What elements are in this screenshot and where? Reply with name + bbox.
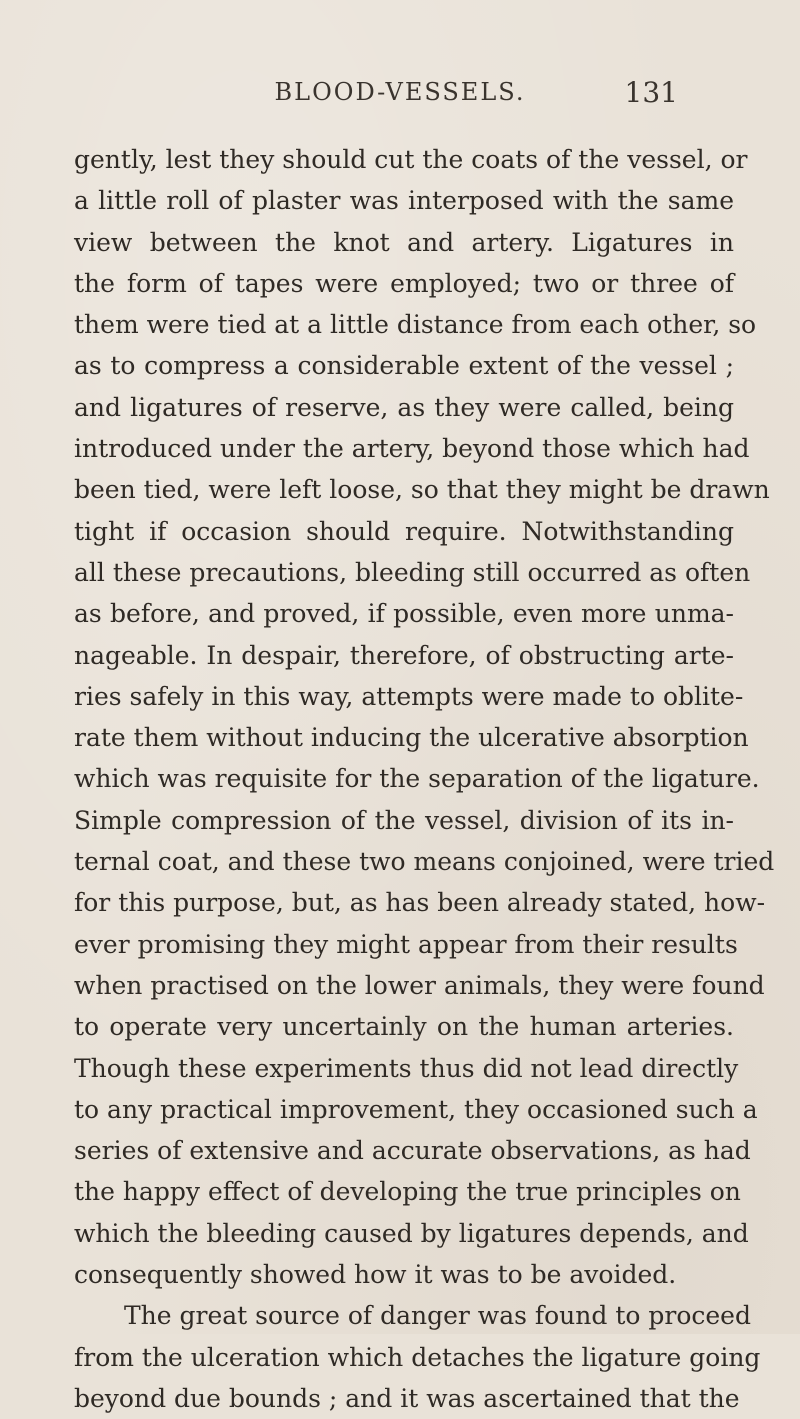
text-line: tight if occasion should require. Notwithstanding [74,516,734,546]
text-line: consequently showed how it was to be avoided. [74,1260,677,1290]
body-text [74,139,775,1419]
text-line: a little roll of plaster was interposed with the same [74,186,734,216]
running-title: BLOOD-VESSELS. [274,78,526,106]
text-line: to operate very uncertainly on the human arteries. [74,1012,734,1042]
text-line: when practised on the lower animals, they were found [74,970,765,1000]
text-line: for this purpose, but, as has been already stated, how- [74,888,766,918]
text-line: ries safely in this way, attempts were made to oblite- [74,681,744,711]
text-line: as before, and proved, if possible, even more unma- [74,599,734,629]
page-number: 131 [624,76,678,109]
text-line: series of extensive and accurate observations, as had [74,1136,751,1166]
text-line: Though these experiments thus did not lead directly [74,1053,739,1083]
text-line: as to compress a considerable extent of the vessel ; [74,351,734,381]
text-line: all these precautions, bleeding still occurred as often [74,557,751,587]
text-line: which was requisite for the separation of the ligature. [74,764,760,794]
text-line: introduced under the artery, beyond those which had [74,434,750,464]
text-line: Simple compression of the vessel, division of its in- [74,805,734,835]
text-line: which the bleeding caused by ligatures depends, and [74,1218,749,1248]
text-line: them were tied at a little distance from each other, so [74,310,757,340]
paragraph-start-line: The great source of danger was found to proceed [124,1301,751,1331]
running-head [0,78,800,118]
text-line: ternal coat, and these two means conjoined, were tried [74,847,775,877]
text-line: and ligatures of reserve, as they were called, being [74,392,734,422]
text-line: from the ulceration which detaches the ligature going [74,1342,761,1372]
text-line: beyond due bounds ; and it was ascertained that the [74,1383,740,1413]
text-line: ever promising they might appear from their results [74,929,738,959]
text-line: the form of tapes were employed; two or three of [74,268,734,298]
text-line: nageable. In despair, therefore, of obstructing arte- [74,640,734,670]
text-line: the happy effect of developing the true principles on [74,1177,741,1207]
text-line: rate them without inducing the ulcerative absorption [74,723,749,753]
text-line: view between the knot and artery. Ligatures in [74,227,734,257]
text-line: been tied, were left loose, so that they might be drawn [74,475,770,505]
text-line: gently, lest they should cut the coats of the vessel, or [74,145,748,174]
text-line: to any practical improvement, they occasioned such a [74,1094,758,1124]
